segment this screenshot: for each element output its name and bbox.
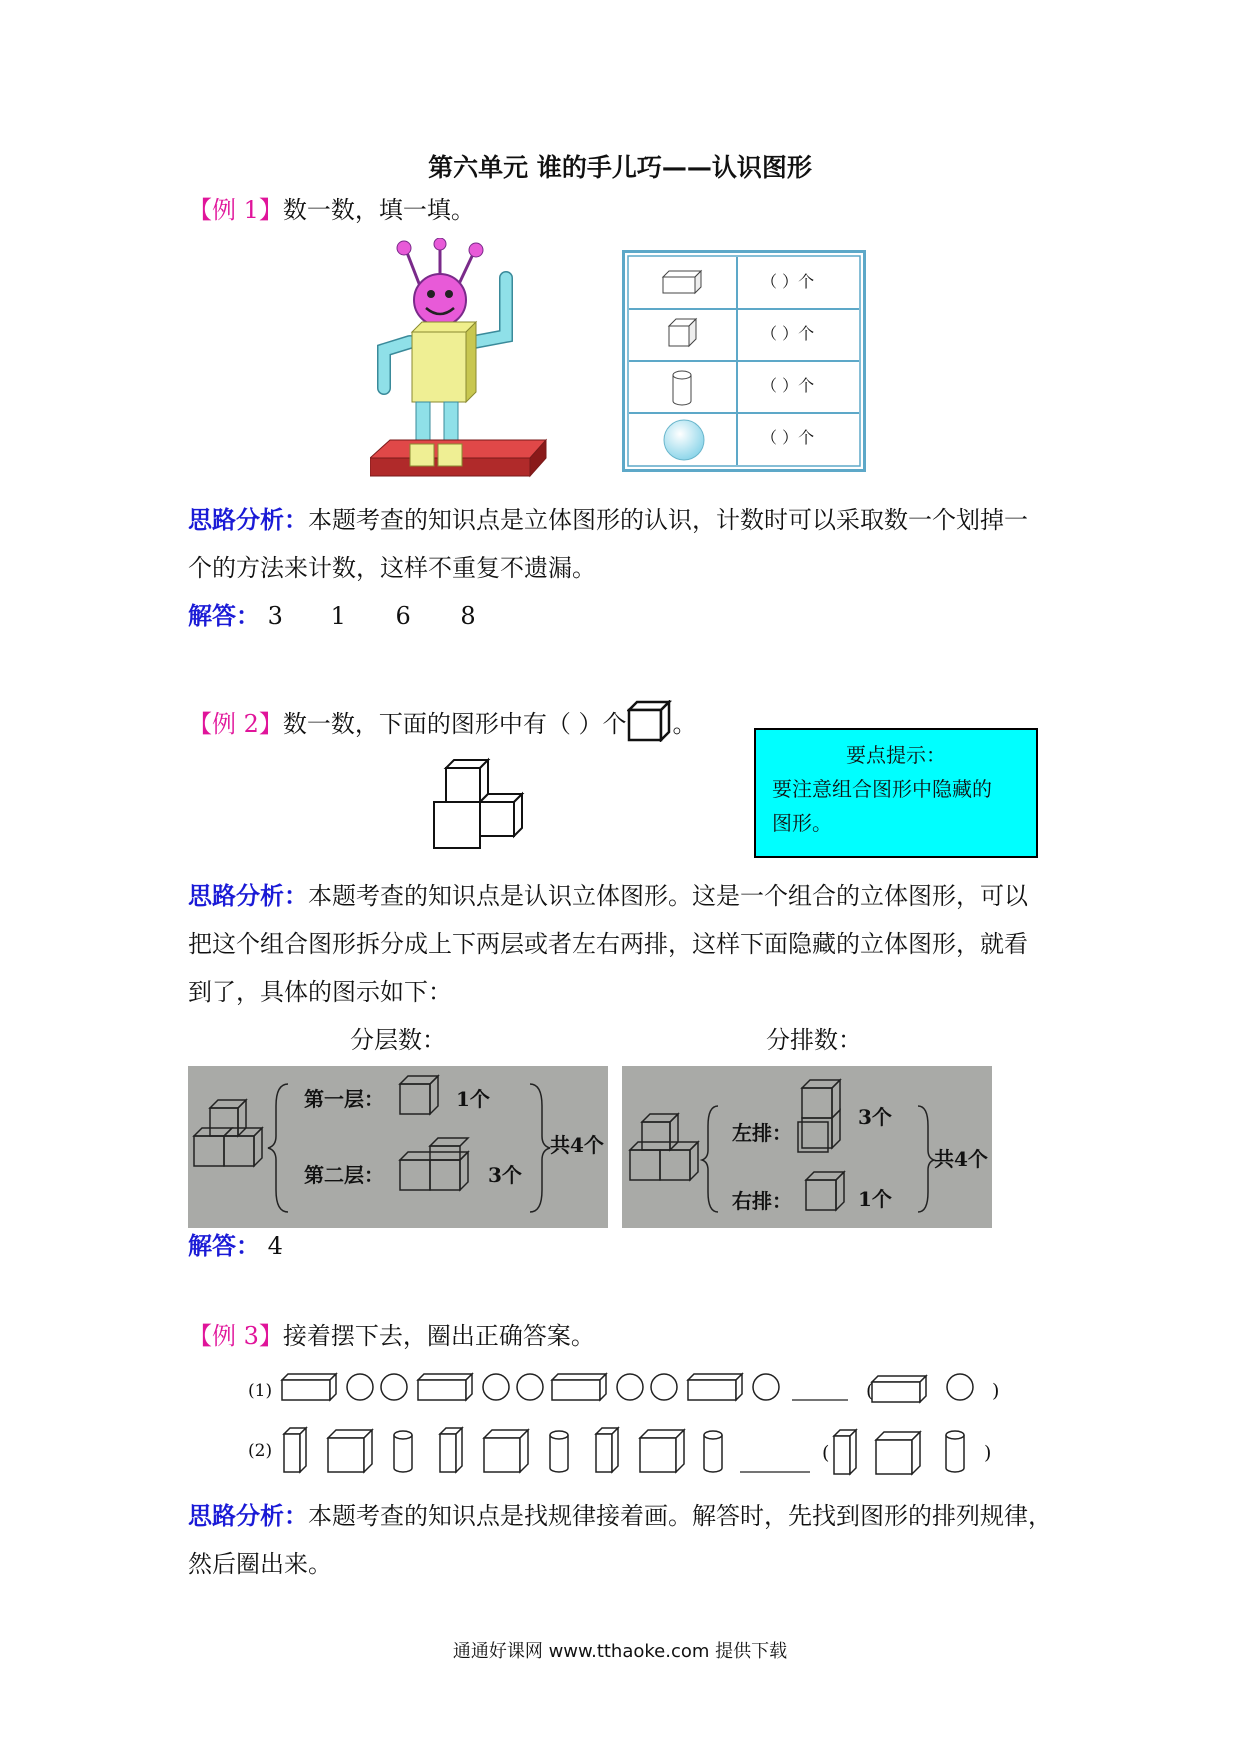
example1-tag: 【例 1】 bbox=[188, 196, 283, 224]
combined-cubes-figure bbox=[432, 756, 532, 852]
page-title: 第六单元 谁的手儿巧——认识图形 bbox=[428, 153, 812, 182]
pattern-row1-label: (1) bbox=[248, 1381, 273, 1401]
example2-question-end: 。 bbox=[672, 710, 697, 738]
column-row1-label: 左排： bbox=[732, 1121, 792, 1145]
layer-count-figure bbox=[188, 1066, 608, 1228]
example2-analysis-cont: 到了，具体的图示如下： bbox=[188, 978, 452, 1006]
example2-question: 数一数，下面的图形中有（ ）个 bbox=[282, 710, 627, 738]
sphere-icon bbox=[661, 417, 707, 463]
example3-heading bbox=[188, 1322, 595, 1350]
layer-row2-count: 3个 bbox=[488, 1163, 522, 1187]
cube-icon bbox=[627, 700, 673, 742]
column-row1-count: 3个 bbox=[858, 1105, 892, 1129]
example1-answer bbox=[188, 602, 476, 630]
analysis-text: 本题考查的知识点是找规律接着画。解答时，先找到图形的排列规律， bbox=[308, 1502, 1052, 1530]
paren-close: ) bbox=[992, 1380, 1000, 1402]
example1-question: 数一数，填一填。 bbox=[282, 196, 475, 224]
paren-open: ( bbox=[866, 1380, 874, 1402]
example3-analysis-cont: 然后圈出来。 bbox=[188, 1550, 332, 1578]
pattern-rows-figure bbox=[244, 1368, 1004, 1480]
table-row-blank: （ ）个 bbox=[761, 324, 815, 343]
column-count-figure bbox=[622, 1066, 992, 1228]
layer-row1-label: 第一层： bbox=[304, 1087, 384, 1111]
answer-label: 解答： bbox=[188, 1231, 260, 1260]
example1-analysis bbox=[188, 506, 1028, 534]
answer-label: 解答： bbox=[188, 601, 260, 630]
answer-value: 4 bbox=[267, 1232, 283, 1260]
page-footer: 通通好课网 www.tthaoke.com 提供下载 bbox=[452, 1641, 788, 1662]
example2-heading bbox=[188, 700, 697, 742]
layer-row1-count: 1个 bbox=[456, 1087, 490, 1111]
column-total: 共4个 bbox=[934, 1147, 988, 1171]
cube-icon bbox=[667, 317, 699, 349]
answer-value: 1 bbox=[330, 602, 346, 630]
caption-columns: 分排数： bbox=[766, 1026, 862, 1054]
robot-illustration bbox=[370, 238, 550, 484]
example2-answer bbox=[188, 1232, 283, 1260]
example2-analysis bbox=[188, 882, 1028, 910]
shape-count-table bbox=[622, 250, 866, 472]
table-row-blank: （ ）个 bbox=[761, 272, 815, 291]
cuboid-icon bbox=[661, 269, 703, 295]
pattern-row2-label: (2) bbox=[248, 1441, 273, 1461]
answer-value: 6 bbox=[395, 602, 411, 630]
paren-close: ) bbox=[984, 1442, 992, 1464]
answer-value: 8 bbox=[460, 602, 476, 630]
column-row2-count: 1个 bbox=[858, 1187, 892, 1211]
column-row2-label: 右排： bbox=[732, 1189, 792, 1213]
example2-analysis-cont: 把这个组合图形拆分成上下两层或者左右两排，这样下面隐藏的立体图形，就看 bbox=[188, 930, 1028, 958]
paren-open: ( bbox=[822, 1442, 830, 1464]
example1-analysis-cont: 个的方法来计数，这样不重复不遗漏。 bbox=[188, 554, 596, 582]
analysis-label: 思路分析： bbox=[188, 881, 308, 910]
example1-heading bbox=[188, 196, 475, 224]
analysis-text: 本题考查的知识点是立体图形的认识，计数时可以采取数一个划掉一 bbox=[308, 506, 1028, 534]
analysis-label: 思路分析： bbox=[188, 505, 308, 534]
example3-tag: 【例 3】 bbox=[188, 1322, 283, 1350]
example3-question: 接着摆下去，圈出正确答案。 bbox=[282, 1322, 595, 1350]
layer-total: 共4个 bbox=[550, 1133, 604, 1157]
cylinder-icon bbox=[671, 369, 693, 407]
analysis-text: 本题考查的知识点是认识立体图形。这是一个组合的立体图形，可以 bbox=[308, 882, 1028, 910]
layer-row2-label: 第二层： bbox=[304, 1163, 384, 1187]
hint-title: 要点提示： bbox=[846, 743, 946, 767]
answer-value: 3 bbox=[267, 602, 283, 630]
hint-line: 图形。 bbox=[772, 811, 832, 835]
table-row-blank: （ ）个 bbox=[761, 428, 815, 447]
hint-box bbox=[754, 728, 1038, 858]
caption-layers: 分层数： bbox=[350, 1026, 446, 1054]
hint-line: 要注意组合图形中隐藏的 bbox=[772, 777, 992, 801]
table-row-blank: （ ）个 bbox=[761, 376, 815, 395]
example2-tag: 【例 2】 bbox=[188, 710, 283, 738]
example3-analysis bbox=[188, 1502, 1052, 1530]
analysis-label: 思路分析： bbox=[188, 1501, 308, 1530]
